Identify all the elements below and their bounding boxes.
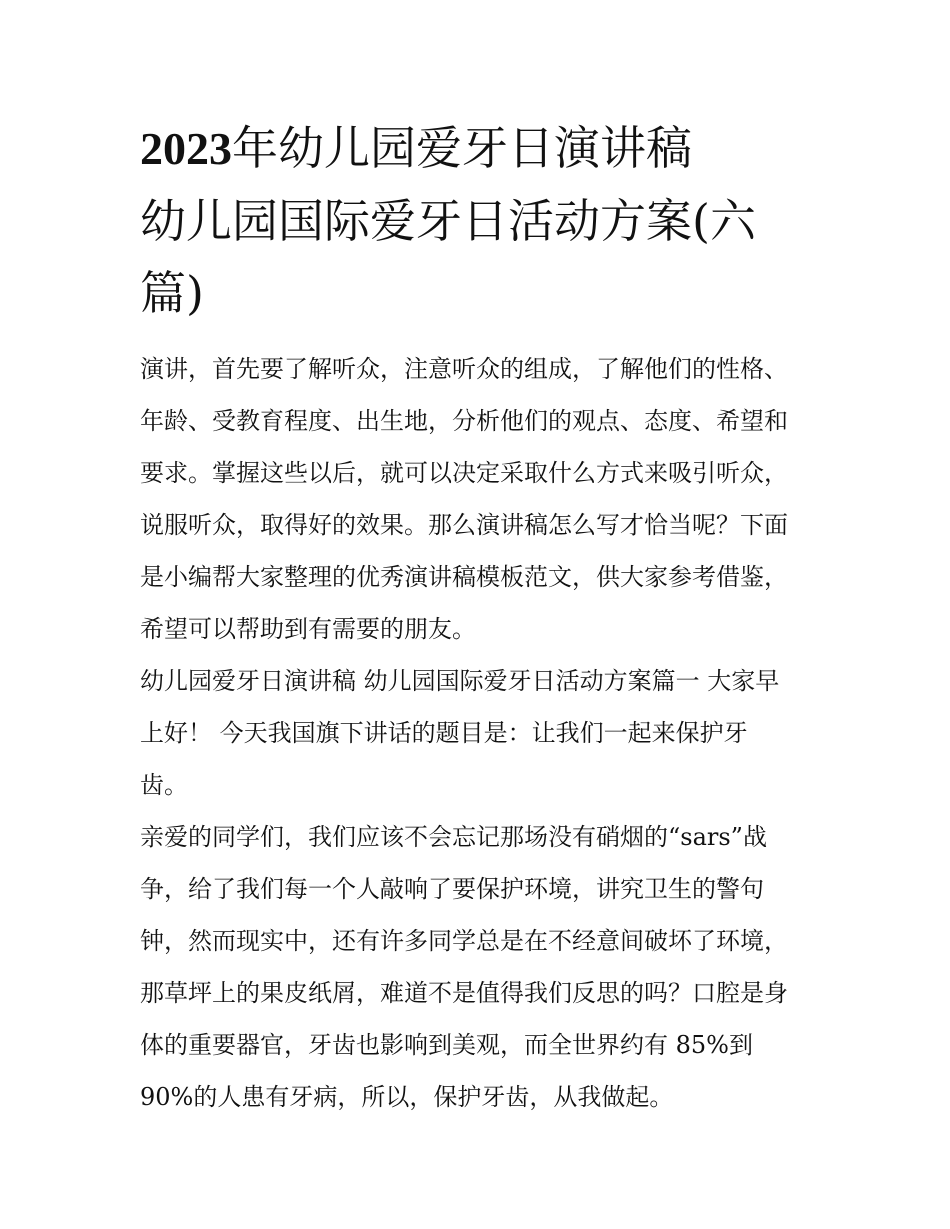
text-line: 齿。 bbox=[140, 771, 188, 799]
document-page bbox=[140, 112, 820, 1123]
title-line-1-text: 年幼儿园爱牙日演讲稿 bbox=[232, 121, 692, 175]
text-line: 年龄、受教育程度、出生地，分析他们的观点、态度、希望和 bbox=[140, 407, 788, 435]
text-line: 说服听众，取得好的效果。那么演讲稿怎么写才恰当呢？下面 bbox=[140, 511, 788, 539]
text-line: 幼儿园爱牙日演讲稿 幼儿园国际爱牙日活动方案篇一 大家早 bbox=[140, 667, 780, 695]
paragraph-main bbox=[140, 811, 820, 1123]
paragraph-intro bbox=[140, 343, 820, 655]
document-body bbox=[140, 343, 820, 1123]
text-line: 要求。掌握这些以后，就可以决定采取什么方式来吸引听众， bbox=[140, 459, 788, 487]
text-line: 亲爱的同学们，我们应该不会忘记那场没有硝烟的“sars”战 bbox=[140, 823, 767, 851]
text-line: 体的重要器官，牙齿也影响到美观，而全世界约有 85%到 bbox=[140, 1031, 753, 1059]
text-line: 90%的人患有牙病，所以，保护牙齿，从我做起。 bbox=[140, 1083, 674, 1111]
title-year: 2023 bbox=[140, 123, 232, 174]
text-line: 争，给了我们每一个人敲响了要保护环境，讲究卫生的警句 bbox=[140, 875, 764, 903]
text-line: 钟，然而现实中，还有许多同学总是在不经意间破坏了环境， bbox=[140, 927, 788, 955]
paragraph-greeting bbox=[140, 655, 820, 811]
title-line-3: 篇) bbox=[140, 266, 204, 320]
title-line-1 bbox=[140, 112, 820, 185]
text-line: 那草坪上的果皮纸屑，难道不是值得我们反思的吗？口腔是身 bbox=[140, 979, 788, 1007]
text-line: 是小编帮大家整理的优秀演讲稿模板范文，供大家参考借鉴， bbox=[140, 563, 788, 591]
text-line: 希望可以帮助到有需要的朋友。 bbox=[140, 615, 476, 643]
text-line: 演讲，首先要了解听众，注意听众的组成，了解他们的性格、 bbox=[140, 355, 788, 383]
text-line: 上好！ 今天我国旗下讲话的题目是：让我们一起来保护牙 bbox=[140, 719, 748, 747]
title-line-2: 幼儿园国际爱牙日活动方案(六 bbox=[140, 194, 756, 248]
document-title bbox=[140, 112, 820, 329]
